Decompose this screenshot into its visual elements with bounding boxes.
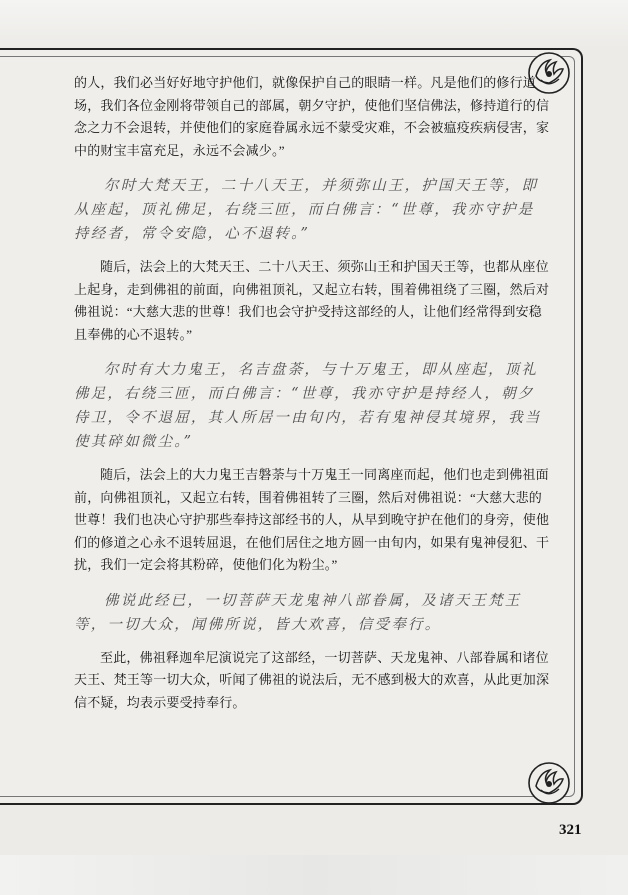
- modern-translation-paragraph: 的人，我们必当好好地守护他们，就像保护自己的眼睛一样。凡是他们的修行道场，我们各位金刚将带领自己的部属，朝夕守护，使他们坚信佛法，修持道行的信念之力不会退转，并使他们的家庭眷属永远不蒙受灾难，不会被瘟疫疾病侵害，家中的财宝丰富充足，永远不会减少。”: [74, 75, 550, 158]
- top-margin: [0, 0, 628, 48]
- sutra-verse-paragraph: 尔时有大力鬼王，名吉盘荼，与十万鬼王，即从座起，顶礼佛足，右绕三匝，而白佛言：“世尊，我亦守护是持经人，朝夕侍卫，令不退屈，其人所居一由旬内，若有鬼神侵其境界，我当使其碎如微尘。”: [74, 362, 542, 450]
- modern-translation-paragraph: 随后，法会上的大梵天王、二十八天王、须弥山王和护国天王等，也都从座位上起身，走到佛祖的前面，向佛祖顶礼，又起立右转，围着佛祖绕了三圈，然后对佛祖说：“大慈大悲的世尊！我们也会守护受持这部经的人，让他们经常得到安稳且奉佛的心不退转。”: [74, 259, 550, 342]
- page-content: [74, 72, 550, 726]
- bottom-margin: [0, 855, 628, 895]
- sutra-verse-paragraph: 尔时大梵天王，二十八天王，并须弥山王，护国天王等，即从座起，顶礼佛足，右绕三匝，而白佛言：“世尊，我亦守护是持经者，常令安隐，心不退转。”: [74, 178, 539, 242]
- page-number: 321: [559, 822, 582, 838]
- sutra-verse-paragraph: 佛说此经已，一切菩萨天龙鬼神八部眷属，及诸天王梵王等，一切大众，闻佛所说，皆大欢喜，信受奉行。: [74, 592, 522, 633]
- modern-translation-paragraph: 随后，法会上的大力鬼王吉磐荼与十万鬼王一同离座而起，他们也走到佛祖面前，向佛祖顶礼，又起立右转，围着佛祖转了三圈，然后对佛祖说：“大慈大悲的世尊！我们也决心守护那些奉持这部经书的人，从早到晚守护在他们的身旁，使他们的修道之心永不退转屈退，在他们居住之地方圆一由旬内，如果有鬼神侵犯、干扰，我们一定会将其粉碎，使他们化为粉尘。”: [74, 467, 550, 572]
- modern-translation-paragraph: 至此，佛祖释迦牟尼演说完了这部经，一切菩萨、天龙鬼神、八部眷属和诸位天王、梵王等一切大众，听闻了佛祖的说法后，无不感到极大的欢喜，从此更加深信不疑，均表示要受持奉行。: [74, 649, 550, 710]
- lotus-emblem-icon: [526, 760, 572, 806]
